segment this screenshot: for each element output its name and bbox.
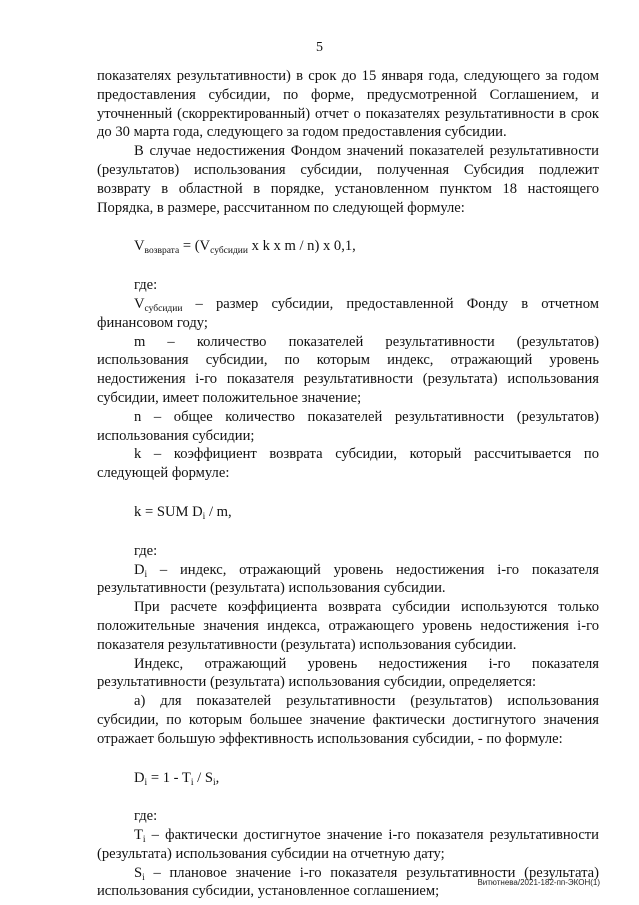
definition-n: n – общее количество показателей результативности (результатов) использования субсидии; — [97, 408, 599, 444]
paragraph-calc-note: При расчете коэффициента возврата субсидии используются только положительные значения индекса, отражающего уровень недостижения i-го показателя результативности (результата) использования субсидии. — [97, 599, 599, 653]
definition-d: $D_i$ – индекс, отражающий уровень недостижения i-го показателя результативности (результата) использования субсидии. — [97, 561, 599, 597]
definition-t: $T_i$ – фактически достигнутое значение i-го показателя результативности (результата) использования субсидии на отчетную дату; — [97, 827, 599, 862]
formula-k: k = SUM $D_i$ / m, — [134, 503, 232, 522]
formula-d: $D_i = 1 - T_i / S_i$, — [134, 769, 220, 788]
document-body — [97, 67, 599, 901]
paragraph-refund-condition: В случае недостижения Фондом значений показателей результативности (результатов) использования субсидии, полученная Субсидия подлежит возврату в областной в порядке, установленном пунктом 18 настоящего Порядка, в размере, рассчитанном по следующей формуле: — [97, 143, 599, 216]
paragraph-index-defined: Индекс, отражающий уровень недостижения i-го показателя результативности (результата) использования субсидии, определяется: — [97, 655, 599, 691]
where-label-2: где: — [134, 542, 158, 559]
definition-m: m – количество показателей результативности (результатов) использования субсидии, по которым индекс, отражающий уровень недостижения i-го показателя результативности (результата) использования субсидии, имеет положительное значение; — [97, 333, 599, 406]
formula-refund-volume: $V_{возврата} = (V_{субсидии}$ x k x m / n) x 0,1, — [134, 238, 356, 257]
paragraph-reporting-deadline: показателях результативности) в срок до 15 января года, следующего за годом предоставления субсидии, по форме, предусмотренной Соглашением, и уточненный (скорректированный) отчет о показателях результативности в срок до 30 марта года, следующего за годом предоставления субсидии. — [97, 68, 599, 141]
definition-s: $S_i$ – плановое значение i-го показателя результативности (результата) использования субсидии, установленное соглашением; — [97, 864, 599, 900]
page-number: 5 — [316, 40, 323, 55]
footer-document-code: Витютнева/2021-182-пп-ЭКОН(1) — [477, 878, 600, 887]
paragraph-case-a: а) для показателей результативности (результатов) использования субсидии, по которым большее значение фактически достигнутого значения отражает большую эффективность использования субсидии, - по формуле: — [97, 693, 599, 747]
definition-k: k – коэффициент возврата субсидии, который рассчитывается по следующей формуле: — [97, 446, 599, 482]
definition-v-subsidy: $V_{субсидии}$ – размер субсидии, предоставленной Фонду в отчетном финансовом году; — [97, 295, 599, 331]
where-label-1: где: — [134, 277, 158, 294]
where-label-3: где: — [134, 808, 158, 825]
